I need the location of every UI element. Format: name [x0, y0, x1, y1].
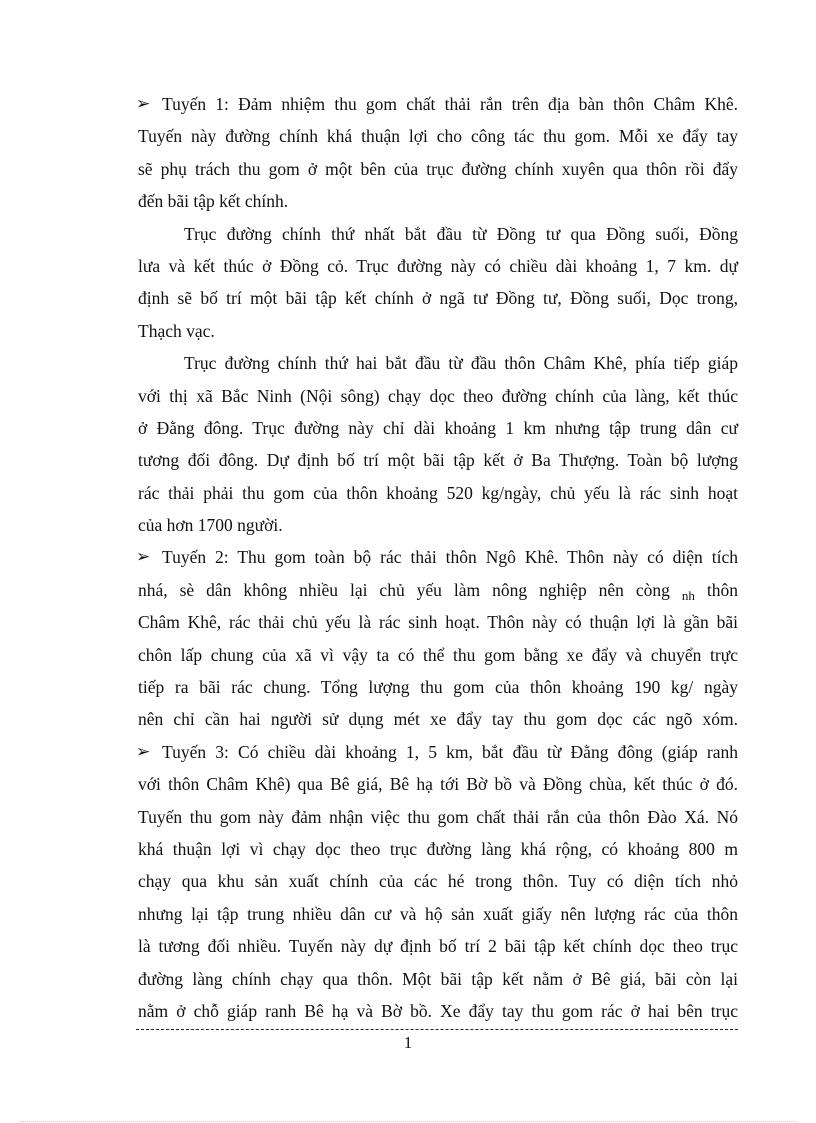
line-text: Tuyến 1: Đảm nhiệm thu gom chất thải rắn trên địa bàn thôn Châm Khê. — [162, 94, 738, 114]
paragraph-line: chạy qua khu sản xuất chính của các hé trong thôn. Tuy có diện tích nhỏ — [138, 871, 738, 892]
footer-divider — [136, 1029, 738, 1030]
line-text: Tuyến 3: Có chiều dài khoảng 1, 5 km, bắt đầu từ Đằng đông (giáp ranh — [162, 741, 738, 762]
subscript-fragment: nh — [681, 587, 695, 603]
paragraph-line — [138, 574, 738, 606]
paragraph-line — [138, 541, 738, 573]
paragraph-line: sẽ phụ trách thu gom ở một bên của trục đường chính xuyên qua thôn rồi đẩy — [138, 158, 738, 179]
paragraph-line: ở Đằng đông. Trục đường này chỉ dài khoảng 1 km nhưng tập trung dân cư — [138, 417, 738, 438]
paragraph-line: là tương đối nhiều. Tuyến này dự định bố trí 2 bãi tập kết chính dọc theo trục — [138, 936, 738, 957]
paragraph-line: khá thuận lợi vì chạy dọc theo trục đường làng khá rộng, có khoảng 800 m — [138, 838, 738, 859]
line-text: Tuyến 2: Thu gom toàn bộ rác thải thôn Ngô Khê. Thôn này có diện tích — [162, 547, 738, 568]
paragraph-line: Tuyến này đường chính khá thuận lợi cho công tác thu gom. Mỗi xe đẩy tay — [138, 126, 738, 147]
paragraph-line: của hơn 1700 người. — [138, 515, 283, 536]
paragraph-line: đến bãi tập kết chính. — [138, 191, 289, 212]
arrow-bullet-icon: ➢ — [136, 547, 151, 567]
paragraph-line: tương đối đông. Dự định bố trí một bãi tập kết ở Ba Thượng. Toàn bộ lượng — [138, 450, 738, 471]
paragraph-line: nhưng lại tập trung nhiều dân cư và hộ sản xuất giấy nên lượng rác của thôn — [138, 903, 738, 924]
paragraph-line: Trục đường chính thứ nhất bắt đầu từ Đồng tư qua Đồng suối, Đồng — [184, 223, 738, 244]
paragraph-line: định sẽ bố trí một bãi tập kết chính ở ngã tư Đồng tư, Đồng suối, Dọc trong, — [138, 288, 738, 309]
paragraph-line: với thị xã Bắc Ninh (Nội sông) chạy dọc theo đường chính của làng, kết thúc — [138, 385, 738, 406]
paragraph-line: rác thải phải thu gom của thôn khoảng 520 kg/ngày, chủ yếu là rác sinh hoạt — [138, 482, 738, 503]
paragraph-line — [138, 88, 738, 120]
paragraph-line: lưa và kết thúc ở Đồng cỏ. Trục đường này có chiều dài khoảng 1, 7 km. dự — [138, 255, 738, 276]
page-number: 1 — [403, 1033, 413, 1052]
paragraph-line: nằm ở chỗ giáp ranh Bê hạ và Bờ bồ. Xe đẩy tay thu gom rác ở hai bên trục — [138, 1000, 738, 1021]
paragraph-line: Châm Khê, rác thải chủ yếu là rác sinh hoạt. Thôn này có thuận lợi là gần bãi — [138, 612, 738, 633]
paragraph-line: Trục đường chính thứ hai bắt đầu từ đầu thôn Châm Khê, phía tiếp giáp — [184, 353, 738, 374]
line-text: nhá, sè dân không nhiều lại chủ yếu làm nông nghiệp nên còng — [138, 579, 670, 600]
paragraph-line: đường làng chính chạy qua thôn. Một bãi tập kết nằm ở Bê giá, bãi còn lại — [138, 968, 738, 989]
paragraph-line: tiếp ra bãi rác chung. Tổng lượng thu gom của thôn khoảng 190 kg/ ngày — [138, 677, 738, 698]
paragraph-line: với thôn Châm Khê) qua Bê giá, Bê hạ tới Bờ bồ và Đồng chùa, kết thúc ở đó. — [138, 774, 738, 795]
page-bottom-border — [20, 1121, 796, 1122]
paragraph-line: Tuyến thu gom này đảm nhận việc thu gom chất thải rắn của thôn Đào Xá. Nó — [138, 806, 738, 827]
line-text: thôn — [706, 579, 738, 600]
arrow-bullet-icon: ➢ — [136, 741, 151, 761]
paragraph-line — [138, 736, 738, 768]
paragraph-line: nên chỉ cần hai người sử dụng mét xe đẩy tay thu gom dọc các ngõ xóm. — [138, 709, 738, 730]
document-body — [138, 88, 738, 1027]
paragraph-line: chôn lấp chung của xã vì vậy ta có thể thu gom bằng xe đẩy và chuyển trực — [138, 644, 738, 665]
paragraph-line: Thạch vạc. — [138, 320, 215, 341]
arrow-bullet-icon: ➢ — [136, 94, 151, 113]
